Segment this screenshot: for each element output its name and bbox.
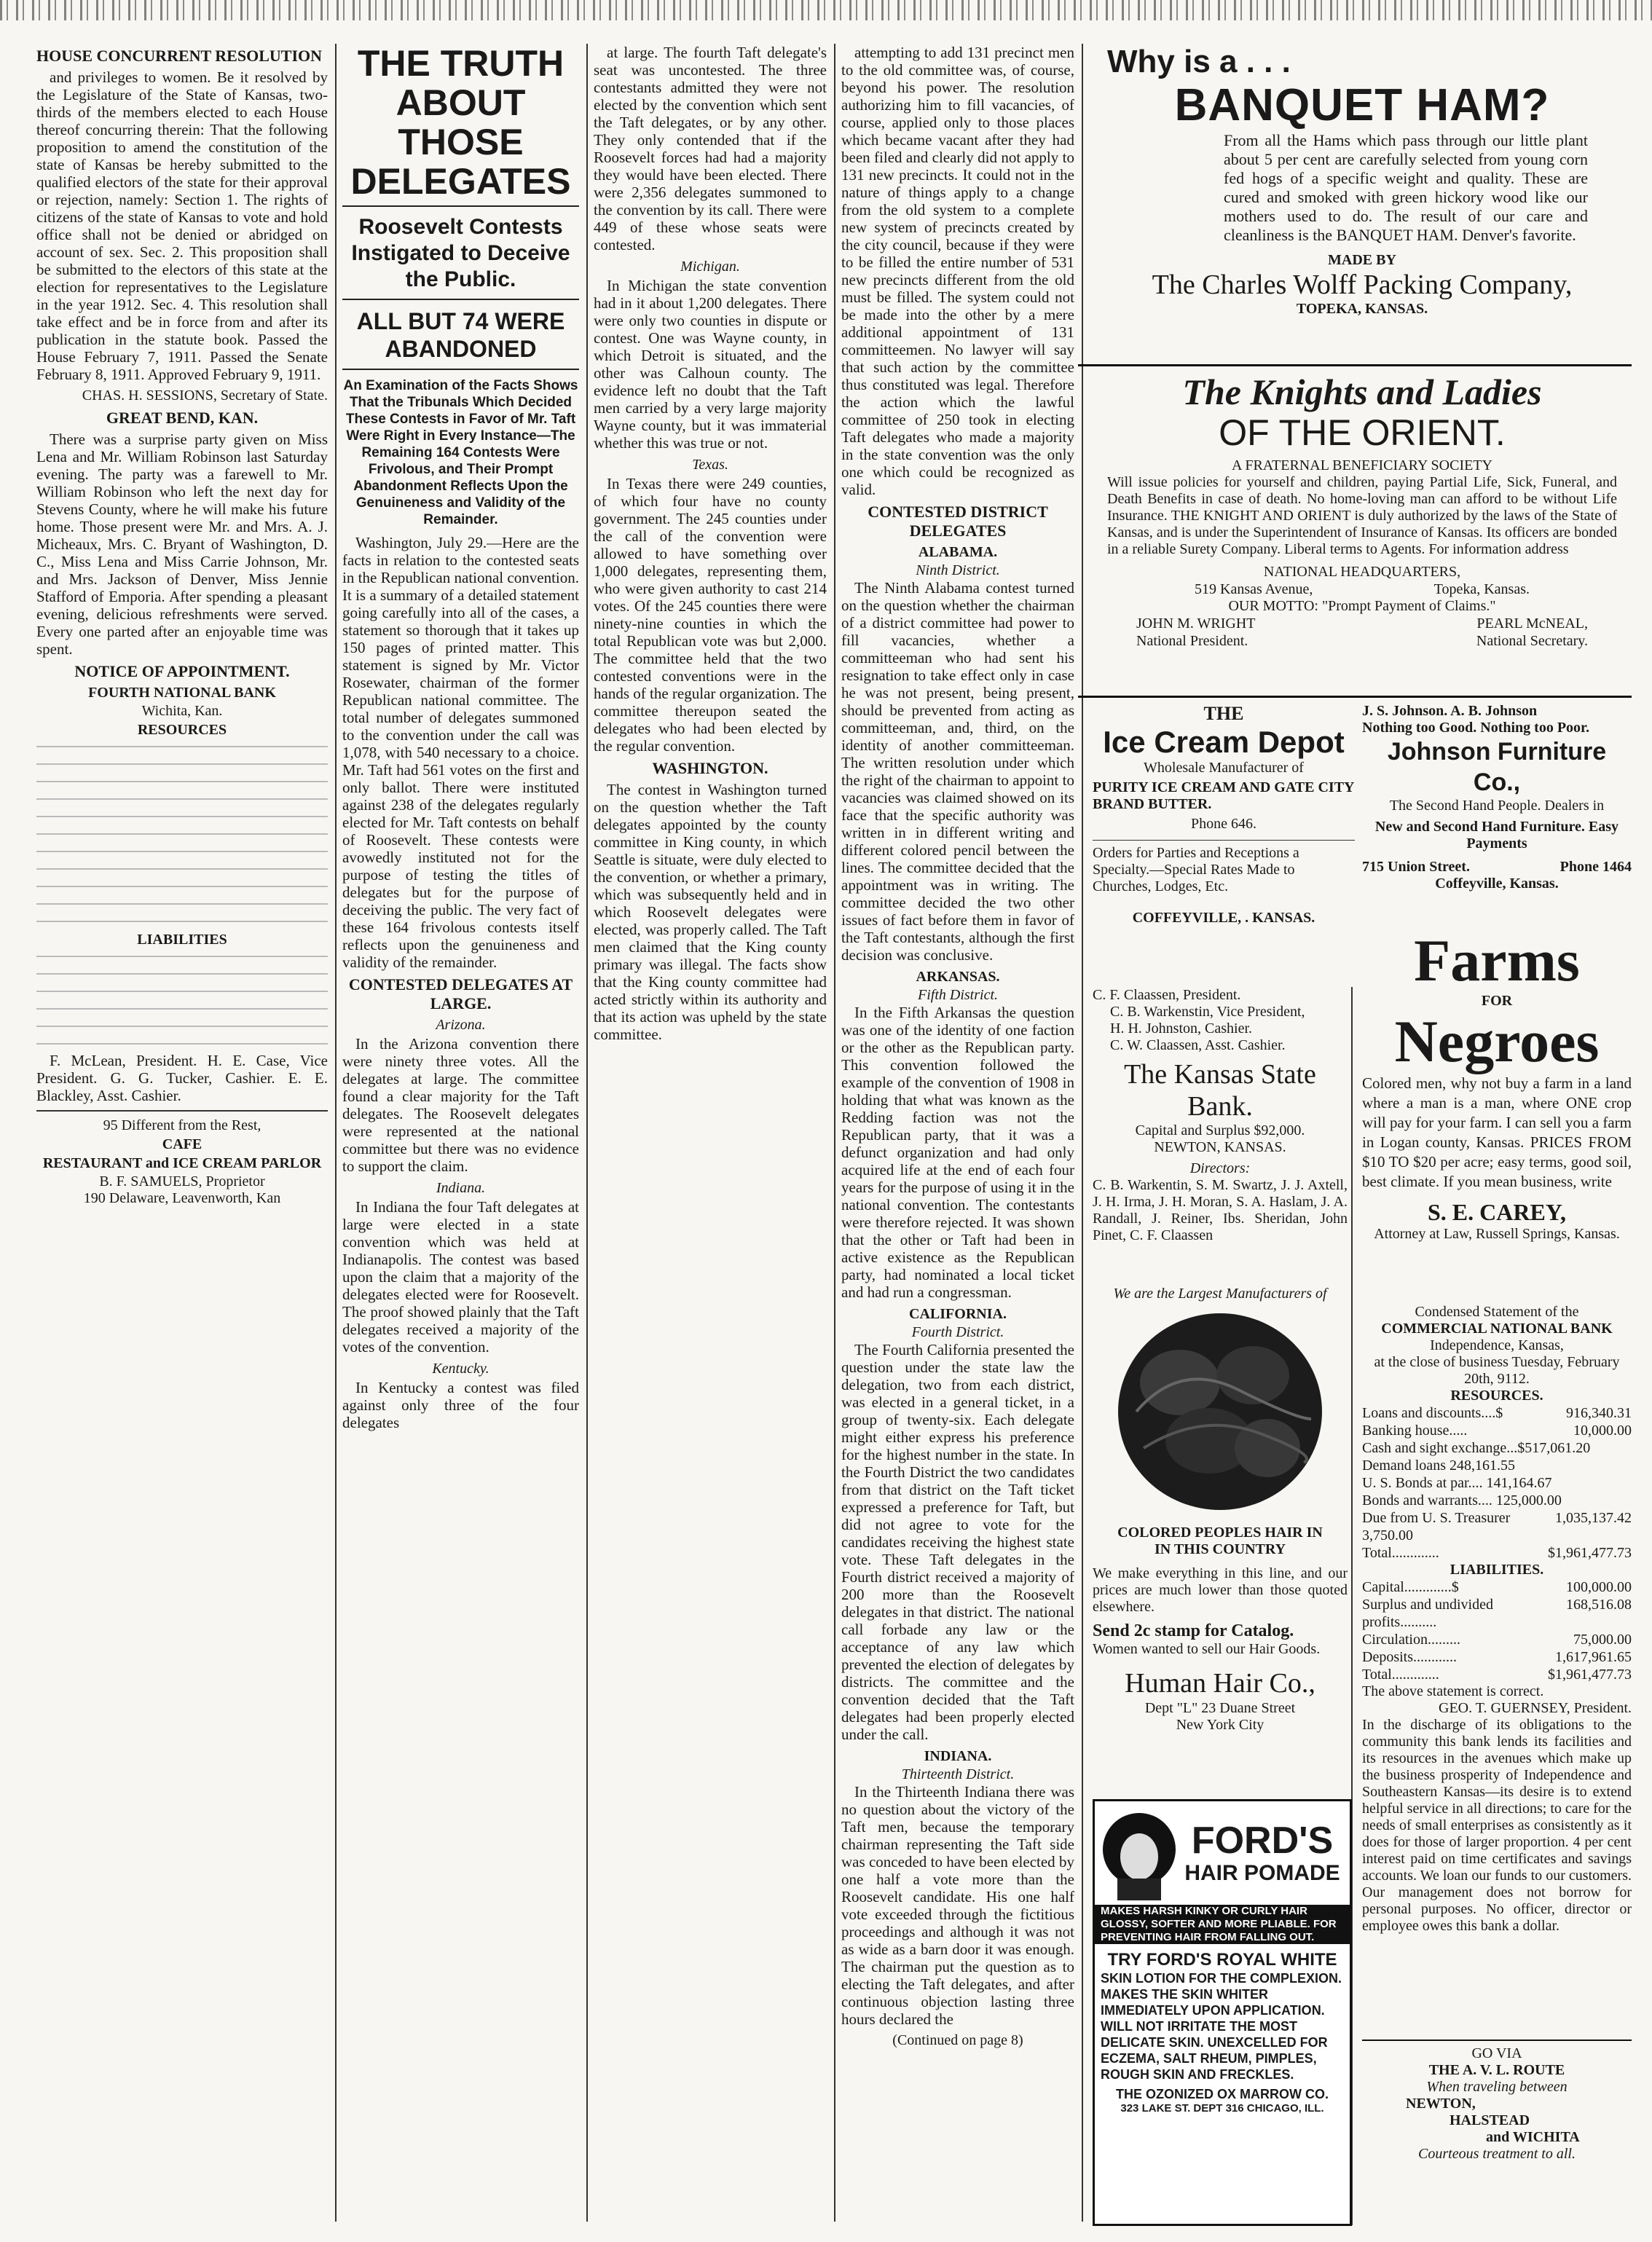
row-label: Cash and sight exchange...$517,061.20 — [1362, 1440, 1591, 1456]
furniture-names: J. S. Johnson. A. B. Johnson — [1362, 703, 1538, 719]
orient-secretary-title: National Secretary. — [1476, 633, 1588, 649]
bank-statement-row — [1362, 1474, 1632, 1492]
row-label: Total............. — [1362, 1667, 1439, 1683]
row-value: $1,961,477.73 — [1548, 1667, 1632, 1683]
main-headline: THE TRUTH ABOUT THOSE DELEGATES — [342, 44, 579, 207]
fourth-district: Fourth District. — [911, 1324, 1004, 1340]
statebank-directors: C. B. Warkentin, S. M. Swartz, J. J. Axtell, J. H. Irma, J. H. Moran, S. A. Haslam, J. A. Randall, J. Reiner, Ibs. Sheridan, John Pinet, C. F. Claassen — [1093, 1177, 1348, 1243]
texas-heading: Texas. — [692, 457, 728, 473]
column-rule — [834, 44, 835, 2222]
kentucky-heading: Kentucky. — [432, 1361, 489, 1377]
farms-title-line: Attorney at Law, Russell Springs, Kansas. — [1374, 1226, 1620, 1242]
alabama-text: The Ninth Alabama contest turned on the question whether the chairman of a district committee had power to fill vacancies, whether a committeeman who had sent his resignation to take effect only in case he was not present, being present, should be prevented from acting as committeeman, and, third, on the identity of another committeeman. The written resolution under which the right of the chairman to appoint to vacancies was claimed showed on its face that the specific authority was written in in different writing and different colored pencil between the lines. The committee decided that the appointment was in writing. The committee decided the two other issues of fact before them in favor of the Taft contestants, although the first decision was conclusive. — [841, 579, 1074, 964]
bank-statement-row — [1362, 1404, 1632, 1422]
arizona-text: In the Arizona convention there were ninety three votes. All the delegates at large. The committee found a clear majority for the Taft delegates. The Roosevelt delegates were represented at the national committee but there was no evidence to support the claim. — [342, 1035, 579, 1175]
row-value: 100,000.00 — [1566, 1579, 1632, 1595]
ad-kansas-state-bank — [1093, 987, 1348, 1278]
statebank-directors-heading: Directors: — [1189, 1160, 1251, 1176]
kentucky-text: In Kentucky a contest was filed against only three of the four delegates — [342, 1379, 579, 1431]
indiana-district-heading: INDIANA. — [924, 1748, 992, 1764]
commercial-liabilities: LIABILITIES. — [1450, 1562, 1544, 1578]
resolution-text: and privileges to women. Be it resolved by the Legislature of the State of Kansas, two-thirds of the members elected to each House thereof concurring therein: That the following proposition to amend the constitution of the state of Kansas be hereby submitted to the qualified electors of the state for their approval or rejection, namely: Section 1. The rights of citizens of the state of Kansas to vote and hold office shall not be denied or abridged on account of sex. Sec. 2. This proposition shall be submitted to the electors of this state at the election for representatives to the Legislature in the year 1912. Sec. 4. This resolution shall take effect and be in force from and after its publication in the statute book. Passed the House February 7, 1911. Passed the Senate February 8, 1911. Approved February 9, 1911. — [36, 68, 328, 383]
column-rule — [335, 44, 337, 2222]
row-label: Bonds and warrants.... 125,000.00 — [1362, 1492, 1562, 1509]
arkansas-heading: ARKANSAS. — [916, 969, 1000, 985]
route-go: GO VIA — [1471, 2045, 1522, 2061]
icecream-city: COFFEYVILLE, . KANSAS. — [1132, 910, 1315, 926]
ham-made-by: MADE BY — [1328, 252, 1396, 268]
row-label: Deposits............ — [1362, 1649, 1457, 1665]
ham-title: BANQUET HAM? — [1174, 80, 1550, 130]
furniture-phone: Phone 1464 — [1559, 859, 1632, 875]
row-value: 916,340.31 — [1566, 1405, 1632, 1421]
commercial-heading-1: Condensed Statement of the — [1415, 1304, 1579, 1320]
commercial-city: Independence, Kansas, — [1430, 1337, 1564, 1353]
hair-city: New York City — [1176, 1717, 1264, 1733]
commercial-resources: RESOURCES. — [1450, 1388, 1543, 1404]
column-3 — [594, 44, 827, 2222]
row-value: 1,617,961.65 — [1555, 1649, 1632, 1665]
commercial-liability-rows — [1362, 1578, 1632, 1683]
orient-president-title: National President. — [1136, 633, 1248, 649]
furniture-goods: New and Second Hand Furniture. Easy Payments — [1374, 819, 1619, 851]
arkansas-text: In the Fifth Arkansas the question was one of the identity of one faction or the other as the Republican party. This convention followed the example of the convention of 1908 in holding that what was known as the Redding faction was not the Republican party, that it was a defunct organization and had only acquired life at the end of each four years for the purpose of using it in the national convention. The contestants were therefore rejected. It was shown that the other or Taft had been in active existence as the Republican party, had nominated a local ticket and had run a congressman. — [841, 1004, 1074, 1301]
california-heading: CALIFORNIA. — [909, 1306, 1007, 1322]
row-value: 75,000.00 — [1573, 1632, 1632, 1648]
ad-knights-orient — [1093, 371, 1632, 692]
indiana-heading: Indiana. — [436, 1180, 486, 1196]
ad-ice-cream — [1093, 703, 1355, 980]
michigan-text: In Michigan the state convention had in it about 1,200 delegates. There were only two counties in dispute or contest. One was Wayne county, in which Detroit is situated, and the other was Calhoun county. The evidence left no doubt that the Taft men carried by a very large majority Wayne county, but it was immaterial whether this was true or not. — [594, 277, 827, 452]
commercial-heading-2: COMMERCIAL NATIONAL BANK — [1381, 1321, 1613, 1337]
michigan-heading: Michigan. — [680, 259, 740, 275]
ad-farms — [1362, 929, 1632, 1297]
commercial-correct: The above statement is correct. — [1362, 1683, 1544, 1699]
row-label: Loans and discounts....$ — [1362, 1405, 1503, 1421]
ad-human-hair — [1093, 1286, 1348, 1795]
indiana-text: In Indiana the four Taft delegates at large were elected in a state convention which was held at Indianapolis. The contest was based upon the claim that a majority of the delegates elected were for Roosevelt. The proof showed plainly that the Taft delegates received a majority of the votes of the convention. — [342, 1198, 579, 1356]
hair-send: Send 2c stamp for Catalog. — [1093, 1621, 1294, 1640]
cafe-tagline: 95 Different from the Rest, — [103, 1117, 261, 1133]
row-value: 10,000.00 — [1573, 1423, 1632, 1439]
ham-city: TOPEKA, KANSAS. — [1296, 301, 1428, 317]
bank-heading: FOURTH NATIONAL BANK — [88, 685, 276, 701]
icecream-title: Ice Cream Depot — [1103, 725, 1345, 759]
article-continued-2: attempting to add 131 precinct men to the old committee was, of course, beyond his power. The resolution authorizing him to fill vacancies, of course, applied only to those places which became vacant after they had been filed and clearly did not apply to 131 new precincts. It could not in the nature of things apply to a change from the old system to a complete new system of precincts created by the city council, because if they were to be filled the entire number of 531 new precincts different from the old must be filled. The system could not be made into the other by a mere additional appointment of 131 committeemen. No lawyer will say that such action by the committee thus constituted was legal. Therefore the action which the lawful committee of 250 took in electing Taft delegates who made a majority in the state convention was the only one which could be recognized as valid. — [841, 44, 1074, 498]
orient-title-2: OF THE ORIENT. — [1219, 412, 1506, 453]
column-2 — [342, 44, 579, 2222]
ad-banquet-ham — [1093, 44, 1632, 364]
fifth-district: Fifth District. — [918, 987, 998, 1003]
row-label: Due from U. S. Treasurer 3,750.00 — [1362, 1510, 1511, 1543]
route-newton: NEWTON, — [1406, 2096, 1476, 2112]
fords-text-1: MAKES HARSH KINKY OR CURLY HAIR GLOSSY, SOFTER AND MORE PLIABLE. FOR PREVENTING HAIR FROM FALLING OUT. — [1095, 1905, 1350, 1944]
bank-city: Wichita, Kan. — [141, 703, 223, 719]
page-top-edge — [0, 0, 1652, 20]
alabama-heading: ALABAMA. — [918, 544, 998, 560]
icecream-line1: Wholesale Manufacturer of — [1144, 760, 1304, 776]
hair-text: We make everything in this line, and our prices are much lower than those quoted elsewhere. — [1093, 1565, 1348, 1615]
column-rule — [586, 44, 588, 2222]
furniture-address: 715 Union Street. — [1362, 859, 1470, 875]
row-value: 168,516.08 — [1566, 1597, 1632, 1613]
bank-statement-row — [1362, 1596, 1632, 1631]
commercial-date: at the close of business Tuesday, February 20th, 9112. — [1374, 1354, 1620, 1387]
proprietor: B. F. SAMUELS, Proprietor — [99, 1173, 265, 1189]
secretary-signature: CHAS. H. SESSIONS, Secretary of State. — [82, 388, 328, 404]
furniture-city: Coffeyville, Kansas. — [1435, 876, 1559, 892]
orient-society: A FRATERNAL BENEFICIARY SOCIETY — [1232, 457, 1492, 473]
hair-wanted: Women wanted to sell our Hair Goods. — [1093, 1641, 1321, 1657]
commercial-resource-rows — [1362, 1404, 1632, 1562]
furniture-sub: The Second Hand People. Dealers in — [1389, 798, 1605, 814]
deck-2: ALL BUT 74 WERE ABANDONED — [342, 307, 579, 370]
ad-divider — [1078, 696, 1632, 698]
statebank-president: C. F. Claassen, President. — [1093, 987, 1241, 1003]
commercial-text: In the discharge of its obligations to the community this bank lends its facilities and its resources in the avenues which make up the business prosperity of Independence and Southeastern Kansas—its desire is to extend helpful service in all directions; to care for the needs of small enterprises as consistently as it does for those of larger proportion. 4 per cent interest paid on time certificates and savings accounts. We loan our funds to our customers. Our management does not borrow for personal purposes. No officer, director or employee owes this bank a dollar. — [1362, 1717, 1632, 1934]
row-label: Circulation......... — [1362, 1632, 1460, 1648]
route-when: When traveling between — [1426, 2079, 1568, 2095]
column-rule — [1082, 44, 1083, 2222]
fords-text-2: SKIN LOTION FOR THE COMPLEXION. MAKES THE SKIN WHITER IMMEDIATELY UPON APPLICATION. WILL NOT IRRITATE THE MOST DELICATE SKIN. UNEXCELLED FOR ECZEMA, SALT RHEUM, PIMPLES, ROUGH SKIN AND FRECKLES. — [1101, 1971, 1342, 2082]
article-intro: Washington, July 29.—Here are the facts in relation to the contested seats in the Republican national convention. It is a summary of a detailed statement going carefully into all of the cases, a statement so thorough that it takes up 150 pages of printed matter. This statement is signed by Mr. Victor Rosewater, chairman of the former Republican national committee. The total number of delegates summoned to the convention under the call was 1,078, with 540 necessary to a choice. Mr. Taft had 561 votes on the first and only ballot. There were instituted against 238 of the delegates regularly elected for Mr. Taft contests on behalf of Roosevelt. These contests were avowedly instituted not for the purpose of testing the titles of delegates but for the purpose of deceiving the public. The very fact of these 164 frivolous contests itself reflects upon the genuineness and validity of the remainder. — [342, 534, 579, 971]
orient-address: 519 Kansas Avenue, — [1195, 581, 1313, 597]
great-bend-text: There was a surprise party given on Miss Lena and Mr. William Robinson last Saturday evening. The party was a farewell to Mr. William Robinson who left the next day for Stevens County, where he will make his future home. Those present were Mr. and Mrs. A. J. Micheaux, Mrs. C. Bryant of Washington, D. C., Miss Lena and Miss Carrie Johnson, Mr. and Mrs. Jackson of Denver, Miss Jennie Stafford of Emporia. After spending a pleasant evening, delicious refreshments were served. Every one parted after an enjoyable time was spent. — [36, 430, 328, 658]
indiana-district-text: In the Thirteenth Indiana there was no question about the victory of the Taft men, because the temporary chairman representing the Taft side was conceded to have been elected by one half a vote more than the Roosevelt candidate. His one half vote exceeded through the fictitious proceedings and although it was not as wide as a barn door it was enough. The chairman put the question as to electing the Taft delegates, and after continuous objection lasting three hours declared the — [841, 1783, 1074, 2028]
row-label: Demand loans 248,161.55 — [1362, 1458, 1515, 1474]
bank-statement-row — [1362, 1422, 1632, 1439]
column-1 — [36, 44, 328, 2222]
restaurant-name: RESTAURANT and ICE CREAM PARLOR — [42, 1155, 322, 1171]
statebank-vp: C. B. Warkenstin, Vice President, — [1110, 1004, 1305, 1020]
resolution-heading: HOUSE CONCURRENT RESOLUTION — [36, 47, 323, 65]
orient-city: Topeka, Kansas. — [1433, 581, 1530, 597]
statebank-title: The Kansas State Bank. — [1124, 1059, 1316, 1122]
deck-1: Roosevelt Contests Instigated to Deceive the Public. — [342, 214, 579, 300]
district-subhead: CONTESTED DISTRICT DELEGATES — [868, 503, 1048, 540]
hair-company: Human Hair Co., — [1125, 1668, 1315, 1699]
fords-address: 323 LAKE ST. DEPT 316 CHICAGO, ILL. — [1120, 2102, 1324, 2115]
row-label: Capital.............$ — [1362, 1579, 1459, 1595]
bank-officers: F. McLean, President. H. E. Case, Vice President. G. G. Tucker, Cashier. E. E. Blackley, Asst. Cashier. — [36, 1052, 328, 1104]
commercial-signer: GEO. T. GUERNSEY, President. — [1439, 1700, 1632, 1716]
bank-statement-row — [1362, 1578, 1632, 1596]
ad-commercial-bank — [1362, 1304, 1632, 2032]
subhead-at-large: CONTESTED DELEGATES AT LARGE. — [348, 975, 573, 1012]
hair-dept: Dept "L" 23 Duane Street — [1144, 1700, 1296, 1716]
furniture-title: Johnson Furniture Co., — [1387, 738, 1607, 796]
row-value: $1,961,477.73 — [1548, 1545, 1632, 1561]
route-line: THE A. V. L. ROUTE — [1428, 2062, 1565, 2078]
icecream-orders: Orders for Parties and Receptions a Specialty.—Special Rates Made to Churches, Lodges, Etc. — [1093, 840, 1355, 895]
column-4 — [841, 44, 1074, 2222]
california-text: The Fourth California presented the question under the state law the delegation, two from each district, was elected in a general ticket, in a group of twenty-six. Each delegate might either express his preference for the highest number in the state. In the Fourth District the two candidates from that district on the Taft ticket expressed a preference for Taft, but did not agree to vote for the candidates receiving the highest state vote. These Taft delegates in the Fourth district received a majority of 200 more than the Roosevelt delegates in that district. The national call forbade any law or the acceptance of any law which prevented the election of delegates by districts. The committee and the convention decided that the Taft delegates had been properly elected under the call. — [841, 1341, 1074, 1743]
orient-secretary: PEARL McNEAL, — [1476, 615, 1588, 632]
orient-title-1: The Knights and Ladies — [1182, 371, 1542, 412]
row-label: Banking house..... — [1362, 1423, 1468, 1439]
orient-hq: NATIONAL HEADQUARTERS, — [1263, 564, 1461, 580]
article-continued: at large. The fourth Taft delegate's seat was uncontested. The three contestants admitted they were not elected by the convention which sent the Taft delegates, or by any other. They only contended that if the Roosevelt forces had had a majority they would have been elected. There were 2,356 delegates summoned to the convention by its call. There were 449 of these whose seats were contested. — [594, 44, 827, 253]
farms-title-2: Negroes — [1394, 1008, 1600, 1074]
ad-fords-pomade — [1093, 1799, 1352, 2226]
row-value: 1,035,137.42 — [1555, 1510, 1632, 1526]
ad-furniture — [1362, 703, 1632, 921]
liabilities-table — [36, 950, 328, 1052]
farms-name: S. E. CAREY, — [1428, 1199, 1566, 1225]
row-label: Total............. — [1362, 1545, 1439, 1561]
hair-top-line: We are the Largest Manufacturers of — [1113, 1286, 1327, 1302]
icecream-line2: PURITY ICE CREAM AND GATE CITY BRAND BUTTER. — [1093, 779, 1354, 812]
icecream-the: THE — [1203, 703, 1244, 724]
statebank-cashier: H. H. Johnston, Cashier. — [1110, 1020, 1252, 1037]
bank-statement-row — [1362, 1631, 1632, 1648]
ham-company: The Charles Wolff Packing Company, — [1152, 270, 1573, 300]
route-wichita: and WICHITA — [1486, 2129, 1580, 2145]
farms-for: FOR — [1481, 993, 1513, 1009]
washington-text: The contest in Washington turned on the question whether the Taft delegates appointed by the county committee in King county, in which Seattle is situate, were duly elected to the convention, or whether a primary, which was subsequently held and in which Roosevelt delegates were elected, was properly called. The Taft men claimed that the King county primary was illegal. The facts show that the King county committee had acted strictly within its authority and that its action was upheld by the state committee. — [594, 781, 827, 1043]
hair-caption-1: COLORED PEOPLES HAIR IN — [1117, 1525, 1323, 1541]
farms-text: Colored men, why not buy a farm in a land where a man is a man, where ONE crop will pay for your farm. I can sell you a farm in Logan county, Kansas. PRICES FROM $10 TO $20 per acre; easy terms, good soil, best climate. If you mean business, write — [1362, 1074, 1632, 1190]
orient-motto: OUR MOTTO: "Prompt Payment of Claims." — [1228, 598, 1496, 614]
orient-president: JOHN M. WRIGHT — [1136, 615, 1256, 632]
route-halstead: HALSTEAD — [1450, 2112, 1530, 2128]
continued-note: (Continued on page 8) — [892, 2032, 1023, 2048]
statebank-asst: C. W. Claassen, Asst. Cashier. — [1110, 1037, 1286, 1053]
arizona-heading: Arizona. — [436, 1017, 486, 1033]
thirteenth-district: Thirteenth District. — [901, 1766, 1015, 1782]
fords-title-3: TRY FORD'S ROYAL WHITE — [1107, 1950, 1337, 1970]
washington-heading: WASHINGTON. — [652, 759, 768, 777]
fords-company: THE OZONIZED OX MARROW CO. — [1116, 2087, 1329, 2101]
resources-table — [36, 740, 328, 929]
row-label: U. S. Bonds at par.... 141,164.67 — [1362, 1475, 1552, 1491]
row-label: Surplus and undivided profits.......... — [1362, 1597, 1493, 1630]
resources-heading: RESOURCES — [137, 722, 227, 738]
great-bend-heading: GREAT BEND, KAN. — [106, 409, 259, 427]
icecream-phone: Phone 646. — [1191, 816, 1256, 832]
bank-statement-row — [1362, 1492, 1632, 1509]
cafe-heading: CAFE — [162, 1136, 202, 1152]
cafe-address: 190 Delaware, Leavenworth, Kan — [83, 1190, 281, 1206]
texas-text: In Texas there were 249 counties, of which four have no county government. The 245 counties under the call of the convention were allowed to have something over 1,000 delegates, representing them, who were given authority to cast 214 votes. Of the 245 counties there were ninety-nine counties in which the total Republican vote was but 2,000. The committee held that the two contested conventions were in the hands of the regular organization. The committee thereupon seated the delegates who had been elected by the regular convention. — [594, 475, 827, 755]
ad-avl-route — [1362, 2040, 1632, 2223]
notice-heading: NOTICE OF APPOINTMENT. — [74, 662, 290, 680]
farms-title: Farms — [1414, 929, 1580, 994]
statebank-capital: Capital and Surplus $92,000. — [1135, 1122, 1305, 1138]
hair-caption-2: IN THIS COUNTRY — [1154, 1541, 1286, 1557]
ad-divider — [1078, 364, 1632, 366]
furniture-tagline: Nothing too Good. Nothing too Poor. — [1362, 720, 1590, 736]
fords-portrait — [1099, 1806, 1179, 1900]
orient-text: Will issue policies for yourself and children, paying Partial Life, Sick, Funeral, and Death Benefits in case of death. No home-loving man can afford to be without Life Insurance. THE KNIGHT AND ORIENT is duly authorized by the laws of the State of Kansas, and is under the Superintendent of Insurance of Kansas. Its officers are bonded in a reliable Surety Company. Liberal terms to Agents. For information address — [1107, 474, 1617, 557]
ham-why: Why is a . . . — [1107, 44, 1291, 79]
route-courteous: Courteous treatment to all. — [1418, 2146, 1576, 2162]
bank-statement-row — [1362, 1439, 1632, 1457]
bank-statement-row — [1362, 1509, 1632, 1544]
fords-title-1: FORD'S — [1191, 1820, 1334, 1862]
ham-text: From all the Hams which pass through our little plant about 5 per cent are carefully selected from young corn fed hogs of a specific weight and quality. These are cured and smoked with green hickory wood like our mothers used to do. The result of our care and cleanliness is the BANQUET HAM. Denver's favorite. — [1224, 131, 1588, 244]
deck-3: An Examination of the Facts Shows That the Tribunals Which Decided These Contests in Favor of Mr. Taft Were Right in Every Instance—The Remaining 164 Contests Were Frivolous, and Their Prompt Abandonment Reflects Upon the Genuineness and Validity of the Remainder. — [343, 378, 578, 527]
fords-title-2: HAIR POMADE — [1184, 1861, 1340, 1885]
bank-statement-row — [1362, 1457, 1632, 1474]
liabilities-heading: LIABILITIES — [137, 932, 227, 948]
ninth-district: Ninth District. — [916, 562, 1000, 578]
bank-statement-row — [1362, 1648, 1632, 1666]
hair-bun-illustration — [1093, 1302, 1348, 1521]
statebank-city: NEWTON, KANSAS. — [1154, 1139, 1286, 1155]
bank-statement-row — [1362, 1544, 1632, 1562]
bank-statement-row — [1362, 1666, 1632, 1683]
